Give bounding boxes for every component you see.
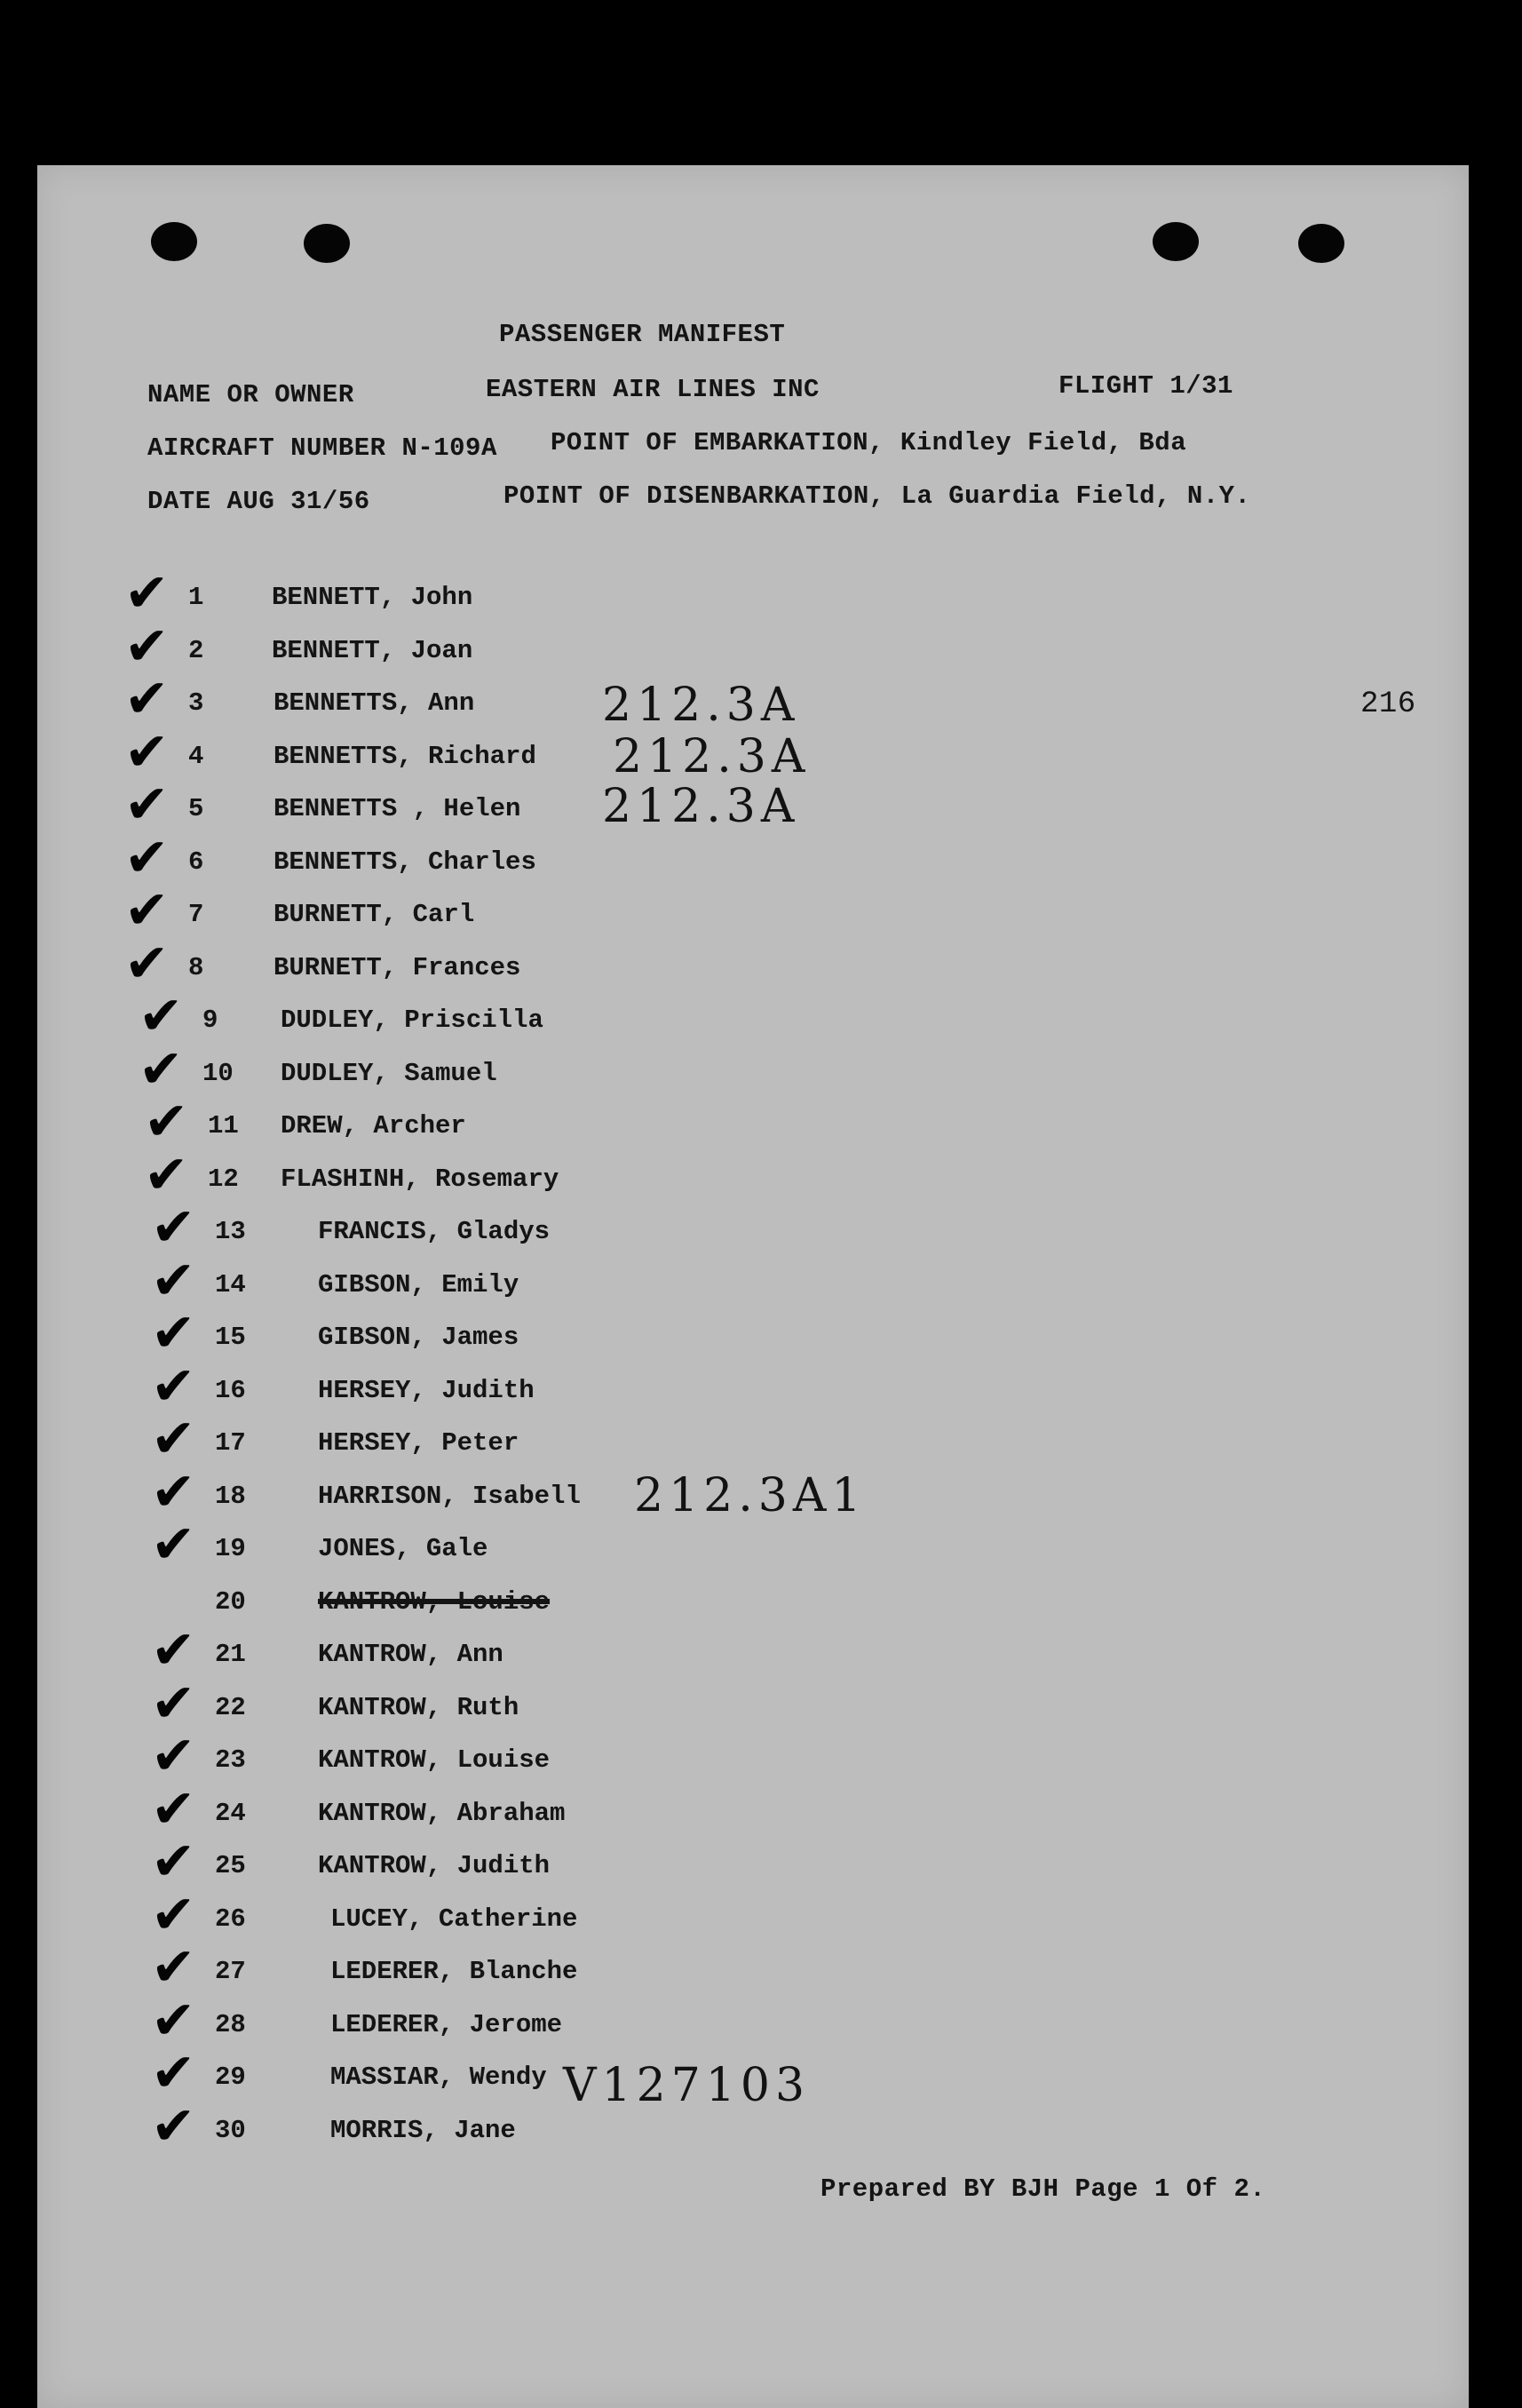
checkmark-icon: ✔ <box>139 1037 184 1101</box>
handwritten-code: 212.3A <box>613 730 811 783</box>
passenger-row <box>91 615 890 680</box>
handwritten-code: V127103 <box>563 2059 811 2112</box>
checkmark-icon: ✔ <box>124 826 170 889</box>
checkmark-icon: ✔ <box>139 985 184 1047</box>
passenger-row <box>91 879 890 944</box>
passenger-name: KANTROW, Louise <box>318 1586 551 1617</box>
passenger-number: 3 <box>188 688 204 718</box>
checkmark-icon: ✔ <box>151 1883 196 1946</box>
checkmark-icon: ✔ <box>144 1091 189 1153</box>
passenger-name: BENNETTS, Charles <box>273 846 536 877</box>
checkmark-icon: ✔ <box>124 774 170 836</box>
checkmark-icon: ✔ <box>151 1777 196 1840</box>
checkmark-icon: ✔ <box>124 562 170 624</box>
passenger-row <box>91 1249 890 1315</box>
passenger-row <box>91 562 890 627</box>
passenger-name: BENNETTS , Helen <box>273 794 521 823</box>
passenger-row <box>91 1037 890 1103</box>
passenger-name: DREW, Archer <box>281 1111 466 1140</box>
passenger-name: KANTROW, Judith <box>318 1851 551 1880</box>
passenger-number: 29 <box>215 2062 246 2092</box>
passenger-name: HARRISON, Isabell <box>318 1481 581 1511</box>
passenger-row <box>91 1408 890 1473</box>
passenger-name: KANTROW, Ann <box>318 1640 503 1669</box>
point-of-disembarkation: POINT OF DISENBARKATION, La Guardia Field, N.Y. <box>503 481 1251 511</box>
handwritten-code: 212.3A <box>602 780 800 833</box>
passenger-number: 14 <box>215 1269 246 1299</box>
aircraft-number: AIRCRAFT NUMBER N-109A <box>147 433 497 463</box>
punch-hole <box>1153 222 1199 261</box>
passenger-name: HERSEY, Peter <box>318 1428 519 1458</box>
passenger-number: 15 <box>215 1323 246 1352</box>
passenger-number: 6 <box>188 846 204 877</box>
passenger-name: DUDLEY, Samuel <box>281 1058 497 1088</box>
checkmark-icon: ✔ <box>124 615 170 678</box>
passenger-number: 26 <box>215 1903 246 1934</box>
passenger-number: 4 <box>188 741 204 771</box>
checkmark-icon: ✔ <box>151 2042 196 2104</box>
checkmark-icon: ✔ <box>151 1672 196 1735</box>
passenger-number: 1 <box>188 583 204 612</box>
passenger-number: 25 <box>215 1851 246 1880</box>
passenger-name: BENNETT, Joan <box>272 635 473 665</box>
punch-hole <box>151 222 197 261</box>
footer-prepared-by: Prepared BY BJH Page 1 Of 2. <box>820 2174 1266 2204</box>
passenger-name: BURNETT, Carl <box>273 900 475 929</box>
passenger-name: GIBSON, James <box>318 1323 519 1352</box>
checkmark-icon: ✔ <box>151 1831 196 1893</box>
passenger-name: MASSIAR, Wendy <box>330 2062 547 2092</box>
passenger-name: LEDERER, Blanche <box>330 1957 578 1986</box>
passenger-name: BENNETTS, Ann <box>273 688 475 718</box>
passenger-row <box>91 1302 890 1367</box>
checkmark-icon: ✔ <box>124 932 170 995</box>
passenger-row <box>91 1989 890 2054</box>
passenger-number: 27 <box>215 1957 246 1986</box>
passenger-name: BURNETT, Frances <box>273 952 521 982</box>
passenger-name: DUDLEY, Priscilla <box>281 1005 543 1035</box>
punch-hole <box>1298 224 1344 263</box>
checkmark-icon: ✔ <box>151 1196 196 1259</box>
passenger-name: MORRIS, Jane <box>330 2115 516 2145</box>
passenger-name: JONES, Gale <box>318 1534 488 1563</box>
passenger-name: LEDERER, Jerome <box>330 2009 563 2039</box>
passenger-row <box>91 1619 890 1684</box>
passenger-name: FLASHINH, Rosemary <box>281 1164 559 1194</box>
passenger-name: HERSEY, Judith <box>318 1375 535 1405</box>
document-title: PASSENGER MANIFEST <box>499 320 786 349</box>
passenger-row <box>91 1831 890 1895</box>
passenger-row <box>91 1883 890 1949</box>
passenger-number: 11 <box>208 1111 239 1140</box>
passenger-number: 21 <box>215 1640 246 1669</box>
handwritten-code: 212.3A1 <box>634 1469 867 1522</box>
passenger-number: 18 <box>215 1481 246 1511</box>
passenger-name: KANTROW, Ruth <box>318 1692 519 1722</box>
passenger-row <box>91 1672 890 1737</box>
checkmark-icon: ✔ <box>151 1249 196 1312</box>
passenger-row <box>91 2042 890 2107</box>
checkmark-icon: ✔ <box>151 1936 196 1999</box>
passenger-number: 30 <box>215 2115 246 2145</box>
passenger-row <box>91 2094 890 2160</box>
passenger-number: 7 <box>188 900 204 929</box>
passenger-number: 12 <box>208 1164 239 1194</box>
checkmark-icon: ✔ <box>151 1460 196 1523</box>
handwritten-code: 212.3A <box>602 679 800 732</box>
passenger-number: 16 <box>215 1375 246 1405</box>
passenger-row <box>91 1514 890 1578</box>
flight-number: FLIGHT 1/31 <box>1058 371 1233 401</box>
passenger-row <box>91 1587 890 1632</box>
passenger-row <box>91 985 890 1050</box>
passenger-row <box>91 1091 890 1156</box>
passenger-name: FRANCIS, Gladys <box>318 1217 551 1246</box>
passenger-name: BENNETT, John <box>272 583 473 612</box>
passenger-row <box>91 1460 890 1526</box>
passenger-number: 23 <box>215 1745 246 1775</box>
checkmark-icon: ✔ <box>151 1355 196 1418</box>
owner-label: NAME OR OWNER <box>147 380 354 409</box>
passenger-number: 20 <box>215 1586 246 1617</box>
owner-value: EASTERN AIR LINES INC <box>486 375 820 404</box>
passenger-number: 24 <box>215 1798 246 1828</box>
checkmark-icon: ✔ <box>151 1989 196 2052</box>
passenger-number: 2 <box>188 635 204 665</box>
checkmark-icon: ✔ <box>124 879 170 942</box>
passenger-row <box>91 826 890 892</box>
punch-hole <box>304 224 350 263</box>
passenger-name: BENNETTS, Richard <box>273 741 536 771</box>
checkmark-icon: ✔ <box>151 1408 196 1470</box>
passenger-name: LUCEY, Catherine <box>330 1903 578 1934</box>
passenger-number: 8 <box>188 952 204 982</box>
passenger-number: 19 <box>215 1534 246 1563</box>
checkmark-icon: ✔ <box>124 720 170 783</box>
checkmark-icon: ✔ <box>151 1514 196 1576</box>
passenger-row <box>91 1725 890 1790</box>
passenger-name: KANTROW, Abraham <box>318 1798 566 1828</box>
checkmark-icon: ✔ <box>151 2094 196 2158</box>
passenger-number: 5 <box>188 794 204 823</box>
passenger-number: 13 <box>215 1217 246 1246</box>
checkmark-icon: ✔ <box>151 1619 196 1681</box>
passenger-row <box>91 1936 890 2001</box>
passenger-number: 9 <box>202 1005 218 1035</box>
passenger-row <box>91 1355 890 1420</box>
manifest-sheet <box>37 165 1469 2408</box>
manifest-date: DATE AUG 31/56 <box>147 487 370 516</box>
passenger-row <box>91 1143 890 1209</box>
checkmark-icon: ✔ <box>151 1725 196 1787</box>
passenger-row <box>91 932 890 997</box>
checkmark-icon: ✔ <box>144 1143 189 1206</box>
passenger-row <box>91 1777 890 1843</box>
passenger-number: 22 <box>215 1692 246 1722</box>
passenger-name: GIBSON, Emily <box>318 1269 519 1299</box>
passenger-row <box>91 668 890 733</box>
passenger-number: 10 <box>202 1058 234 1088</box>
point-of-embarkation: POINT OF EMBARKATION, Kindley Field, Bda <box>551 428 1187 457</box>
passenger-name: KANTROW, Louise <box>318 1745 551 1775</box>
passenger-number: 17 <box>215 1428 246 1458</box>
passenger-row <box>91 1196 890 1261</box>
passenger-number: 28 <box>215 2009 246 2039</box>
page-number: 216 <box>1360 687 1416 721</box>
checkmark-icon: ✔ <box>151 1302 196 1364</box>
passenger-row <box>91 774 890 838</box>
passenger-row <box>91 720 890 786</box>
checkmark-icon: ✔ <box>124 668 170 730</box>
